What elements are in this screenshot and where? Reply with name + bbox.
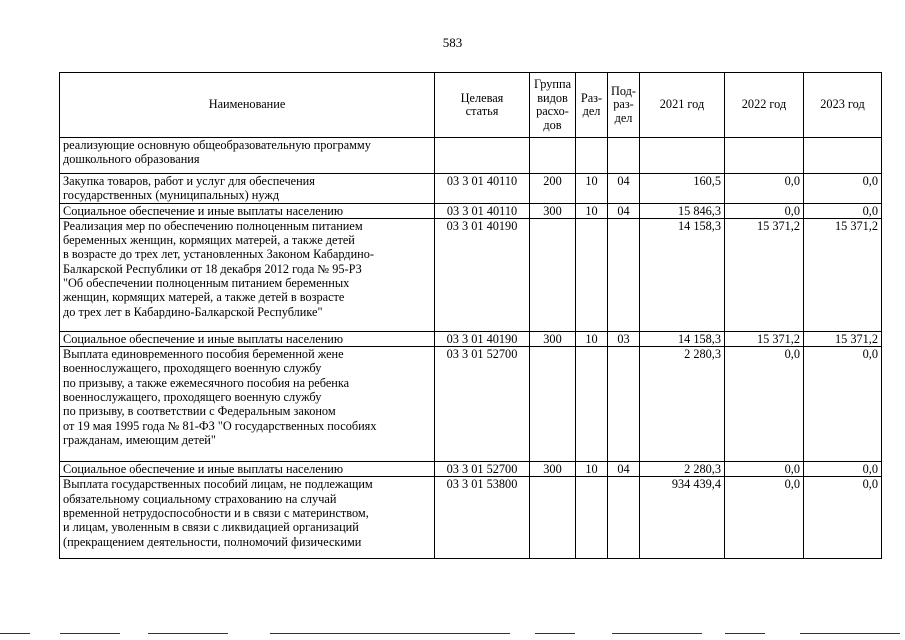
header-line: раз- xyxy=(613,97,634,112)
cell-subsection: 04 xyxy=(608,462,640,477)
table-body xyxy=(60,138,882,559)
header-target xyxy=(435,73,530,138)
footer-rule xyxy=(725,633,765,634)
cell-2023: 0,0 xyxy=(804,174,882,204)
cell-2021: 160,5 xyxy=(640,174,725,204)
cell-group xyxy=(530,347,576,462)
header-line: Под- xyxy=(610,83,637,98)
cell-name xyxy=(60,477,435,559)
cell-2022: 0,0 xyxy=(725,477,804,559)
cell-group xyxy=(530,218,576,331)
cell-group: 300 xyxy=(530,331,576,346)
cell-name xyxy=(60,347,435,462)
name-line: обязательному социальному страхованию на случай xyxy=(63,491,337,506)
header-line: Группа xyxy=(533,77,572,91)
cell-subsection: 04 xyxy=(608,174,640,204)
name-line: до трех лет в Кабардино-Балкарской Республике" xyxy=(63,304,323,319)
name-line: военнослужащего, проходящего военную службу xyxy=(63,361,322,376)
cell-target: 03 3 01 52700 xyxy=(435,462,530,477)
cell-target: 03 3 01 52700 xyxy=(435,347,530,462)
name-line: (прекращением деятельности, полномочий физическими xyxy=(63,534,362,549)
name-line: по призыву, а также ежемесячного пособия на ребенка xyxy=(63,375,350,390)
name-line: реализующие основную общеобразовательную программу xyxy=(63,138,371,152)
cell-target: 03 3 01 53800 xyxy=(435,477,530,559)
header-2022: 2022 год xyxy=(725,73,804,138)
cell-2021: 2 280,3 xyxy=(640,462,725,477)
header-line: Раз- xyxy=(580,90,603,105)
name-line: "Об обеспечении полноценным питанием беременных xyxy=(63,276,350,291)
footer-rule xyxy=(270,633,510,634)
cell-subsection xyxy=(608,477,640,559)
cell-group: 300 xyxy=(530,203,576,218)
header-line: Целевая xyxy=(460,90,504,105)
name-line: Социальное обеспечение и иные выплаты населению xyxy=(63,331,344,346)
header-row xyxy=(60,73,882,138)
name-line: Балкарской Республики от 18 декабря 2012 года № 95-РЗ xyxy=(63,261,362,276)
cell-subsection xyxy=(608,218,640,331)
name-line: от 19 мая 1995 года № 81-ФЗ "О государственных пособиях xyxy=(63,418,377,433)
header-name: Наименование xyxy=(60,73,435,138)
table-row xyxy=(60,203,882,218)
name-line: Выплата государственных пособий лицам, не подлежащим xyxy=(63,477,373,492)
cell-target: 03 3 01 40110 xyxy=(435,174,530,204)
name-line: Реализация мер по обеспечению полноценным питанием xyxy=(63,218,363,233)
cell-group xyxy=(530,138,576,174)
footer-rule xyxy=(148,633,228,634)
cell-2021: 934 439,4 xyxy=(640,477,725,559)
cell-section: 10 xyxy=(576,331,608,346)
cell-subsection xyxy=(608,138,640,174)
name-line: дошкольного образования xyxy=(63,152,200,167)
footer-rule xyxy=(612,633,702,634)
cell-section xyxy=(576,138,608,174)
cell-section xyxy=(576,477,608,559)
name-line: Закупка товаров, работ и услуг для обеспечения xyxy=(63,174,315,188)
cell-name xyxy=(60,331,435,346)
footer-rule xyxy=(0,633,30,634)
cell-subsection xyxy=(608,347,640,462)
cell-name xyxy=(60,138,435,174)
header-line: дов xyxy=(543,117,562,132)
cell-section: 10 xyxy=(576,174,608,204)
cell-target: 03 3 01 40110 xyxy=(435,203,530,218)
header-section xyxy=(576,73,608,138)
cell-2022: 15 371,2 xyxy=(725,331,804,346)
cell-2022: 0,0 xyxy=(725,203,804,218)
table-row xyxy=(60,477,882,559)
cell-2021 xyxy=(640,138,725,174)
cell-2021: 14 158,3 xyxy=(640,331,725,346)
header-subsection xyxy=(608,73,640,138)
cell-name xyxy=(60,203,435,218)
cell-2022: 15 371,2 xyxy=(725,218,804,331)
name-line: военнослужащего, проходящего военную службу xyxy=(63,390,322,405)
name-line: Социальное обеспечение и иные выплаты населению xyxy=(63,462,344,477)
cell-2021: 14 158,3 xyxy=(640,218,725,331)
footer-rule xyxy=(60,633,120,634)
header-line: дел xyxy=(582,104,601,118)
cell-group: 300 xyxy=(530,462,576,477)
cell-name xyxy=(60,174,435,204)
table-row xyxy=(60,218,882,331)
table-row xyxy=(60,462,882,477)
header-line: дел xyxy=(614,110,633,125)
cell-target xyxy=(435,138,530,174)
cell-2023: 0,0 xyxy=(804,347,882,462)
table-row xyxy=(60,347,882,462)
name-line: по призыву, в соответствии с Федеральным законом xyxy=(63,404,336,419)
header-line: статья xyxy=(465,104,499,118)
cell-2021: 2 280,3 xyxy=(640,347,725,462)
cell-2023: 15 371,2 xyxy=(804,331,882,346)
table-row xyxy=(60,331,882,346)
cell-2023: 0,0 xyxy=(804,477,882,559)
footer-rule xyxy=(535,633,575,634)
cell-2022: 0,0 xyxy=(725,174,804,204)
cell-section: 10 xyxy=(576,203,608,218)
name-line: государственных (муниципальных) нужд xyxy=(63,188,280,203)
header-2023: 2023 год xyxy=(804,73,882,138)
name-line: временной нетрудоспособности и в связи с материнством, xyxy=(63,506,369,521)
cell-name xyxy=(60,218,435,331)
table-row xyxy=(60,138,882,174)
name-line: и лицам, уволенным в связи с ликвидацией организаций xyxy=(63,520,359,535)
budget-table xyxy=(59,72,882,559)
cell-2022 xyxy=(725,138,804,174)
cell-2022: 0,0 xyxy=(725,462,804,477)
name-line: беременных женщин, кормящих матерей, а также детей xyxy=(63,233,355,248)
name-line: Социальное обеспечение и иные выплаты населению xyxy=(63,203,344,218)
cell-target: 03 3 01 40190 xyxy=(435,331,530,346)
header-line: видов xyxy=(537,90,568,105)
name-line: гражданам, имеющим детей" xyxy=(63,432,216,447)
name-line: Выплата единовременного пособия беременной жене xyxy=(63,347,344,362)
header-group xyxy=(530,73,576,138)
cell-2021: 15 846,3 xyxy=(640,203,725,218)
cell-group xyxy=(530,477,576,559)
cell-2023 xyxy=(804,138,882,174)
cell-2023: 15 371,2 xyxy=(804,218,882,331)
cell-subsection: 04 xyxy=(608,203,640,218)
footer-rule xyxy=(800,633,900,634)
cell-section xyxy=(576,347,608,462)
cell-section: 10 xyxy=(576,462,608,477)
cell-2023: 0,0 xyxy=(804,462,882,477)
header-line: расхо- xyxy=(536,104,569,118)
cell-target: 03 3 01 40190 xyxy=(435,218,530,331)
cell-2022: 0,0 xyxy=(725,347,804,462)
cell-group: 200 xyxy=(530,174,576,204)
page-number: 583 xyxy=(442,35,463,50)
table-row xyxy=(60,174,882,204)
cell-section xyxy=(576,218,608,331)
name-line: в возрасте до трех лет, установленных Законом Кабардино- xyxy=(63,247,374,262)
cell-2023: 0,0 xyxy=(804,203,882,218)
header-2021: 2021 год xyxy=(640,73,725,138)
cell-name xyxy=(60,462,435,477)
cell-subsection: 03 xyxy=(608,331,640,346)
name-line: женщин, кормящих матерей, а также детей в возрасте xyxy=(63,290,345,305)
